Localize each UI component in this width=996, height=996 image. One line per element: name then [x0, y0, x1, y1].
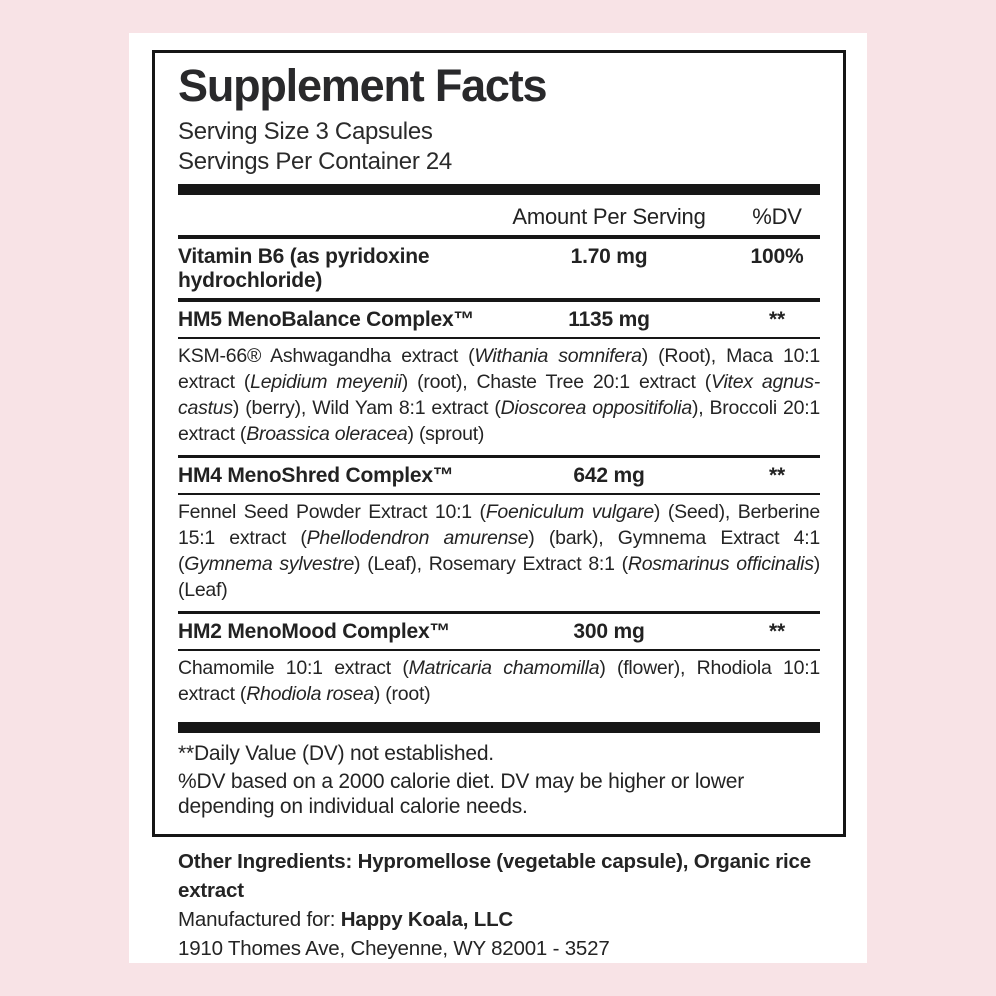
ingredient-name: Vitamin B6 (as pyridoxine hydrochloride) — [178, 244, 430, 292]
menobalance-ingredients-description: KSM-66® Ashwagandha extract (Withania somnifera) (Root), Maca 10:1 extract (Lepidium meyenii) (root), Chaste Tree 20:1 extract (Vitex agnus-castus) (berry), Wild Yam 8:1 extract (Dioscorea oppositifolia), Broccoli 20:1 extract (Broassica oleracea) (sprout) — [178, 344, 821, 445]
servings-per-container: Servings Per Container 24 — [178, 147, 452, 175]
manufactured-for-label: Manufactured for: — [178, 907, 336, 931]
header-amount-per-serving: Amount Per Serving — [512, 203, 706, 229]
ingredient-amount: 1135 mg — [568, 307, 650, 331]
footnotes — [178, 741, 820, 819]
table-row-vitamin-b6 — [178, 239, 820, 298]
serving-size: Serving Size 3 Capsules — [178, 117, 433, 145]
other-ingredients-value: Hypromellose (vegetable capsule), Organic rice extract — [178, 849, 811, 902]
supplement-facts-title: Supplement Facts — [178, 60, 547, 112]
ingredient-name: HM2 MenoMood Complex™ — [178, 619, 451, 643]
ingredient-dv: ** — [769, 307, 785, 331]
manufacturer-name: Happy Koala, LLC — [340, 907, 513, 931]
ingredient-dv: ** — [769, 619, 785, 643]
footnote-dv-not-established: **Daily Value (DV) not established. — [178, 741, 494, 765]
manufacturer-address: 1910 Thomes Ave, Cheyenne, WY 82001 - 3527 — [178, 936, 610, 960]
ingredient-amount: 300 mg — [573, 619, 645, 643]
table-header-row — [178, 195, 820, 235]
label-footer — [152, 837, 846, 963]
other-ingredients-line — [178, 847, 846, 905]
table-row-menoshred — [178, 458, 820, 493]
footnote-dv-basis: %DV based on a 2000 calorie diet. DV may be higher or lower depending on individual calorie needs. — [178, 769, 745, 818]
ingredient-name: HM4 MenoShred Complex™ — [178, 463, 454, 487]
ingredient-amount: 1.70 mg — [570, 244, 648, 268]
menomood-ingredients-description: Chamomile 10:1 extract (Matricaria chamomilla) (flower), Rhodiola 10:1 extract (Rhodiola rosea) (root) — [178, 656, 820, 705]
table-row-menobalance — [178, 302, 820, 337]
ingredient-name: HM5 MenoBalance Complex™ — [178, 307, 475, 331]
menoshred-ingredients-description: Fennel Seed Powder Extract 10:1 (Foeniculum vulgare) (Seed), Berberine 15:1 extract (Phellodendron amurense) (bark), Gymnema Extract 4:1 (Gymnema sylvestre) (Leaf), Rosemary Extract 8:1 (Rosmarinus officinalis) (Leaf) — [178, 500, 821, 601]
header-percent-dv: %DV — [752, 203, 802, 229]
label-panel — [129, 33, 867, 962]
ingredient-dv: 100% — [750, 244, 804, 268]
divider-thick-top — [178, 184, 820, 195]
supplement-facts-box — [152, 50, 846, 836]
divider-thick-bottom — [178, 722, 820, 733]
ingredient-amount: 642 mg — [573, 463, 645, 487]
ingredient-dv: ** — [769, 463, 785, 487]
manufactured-for-line — [178, 905, 846, 934]
table-row-menomood — [178, 614, 820, 649]
other-ingredients-label: Other Ingredients: — [178, 849, 353, 873]
